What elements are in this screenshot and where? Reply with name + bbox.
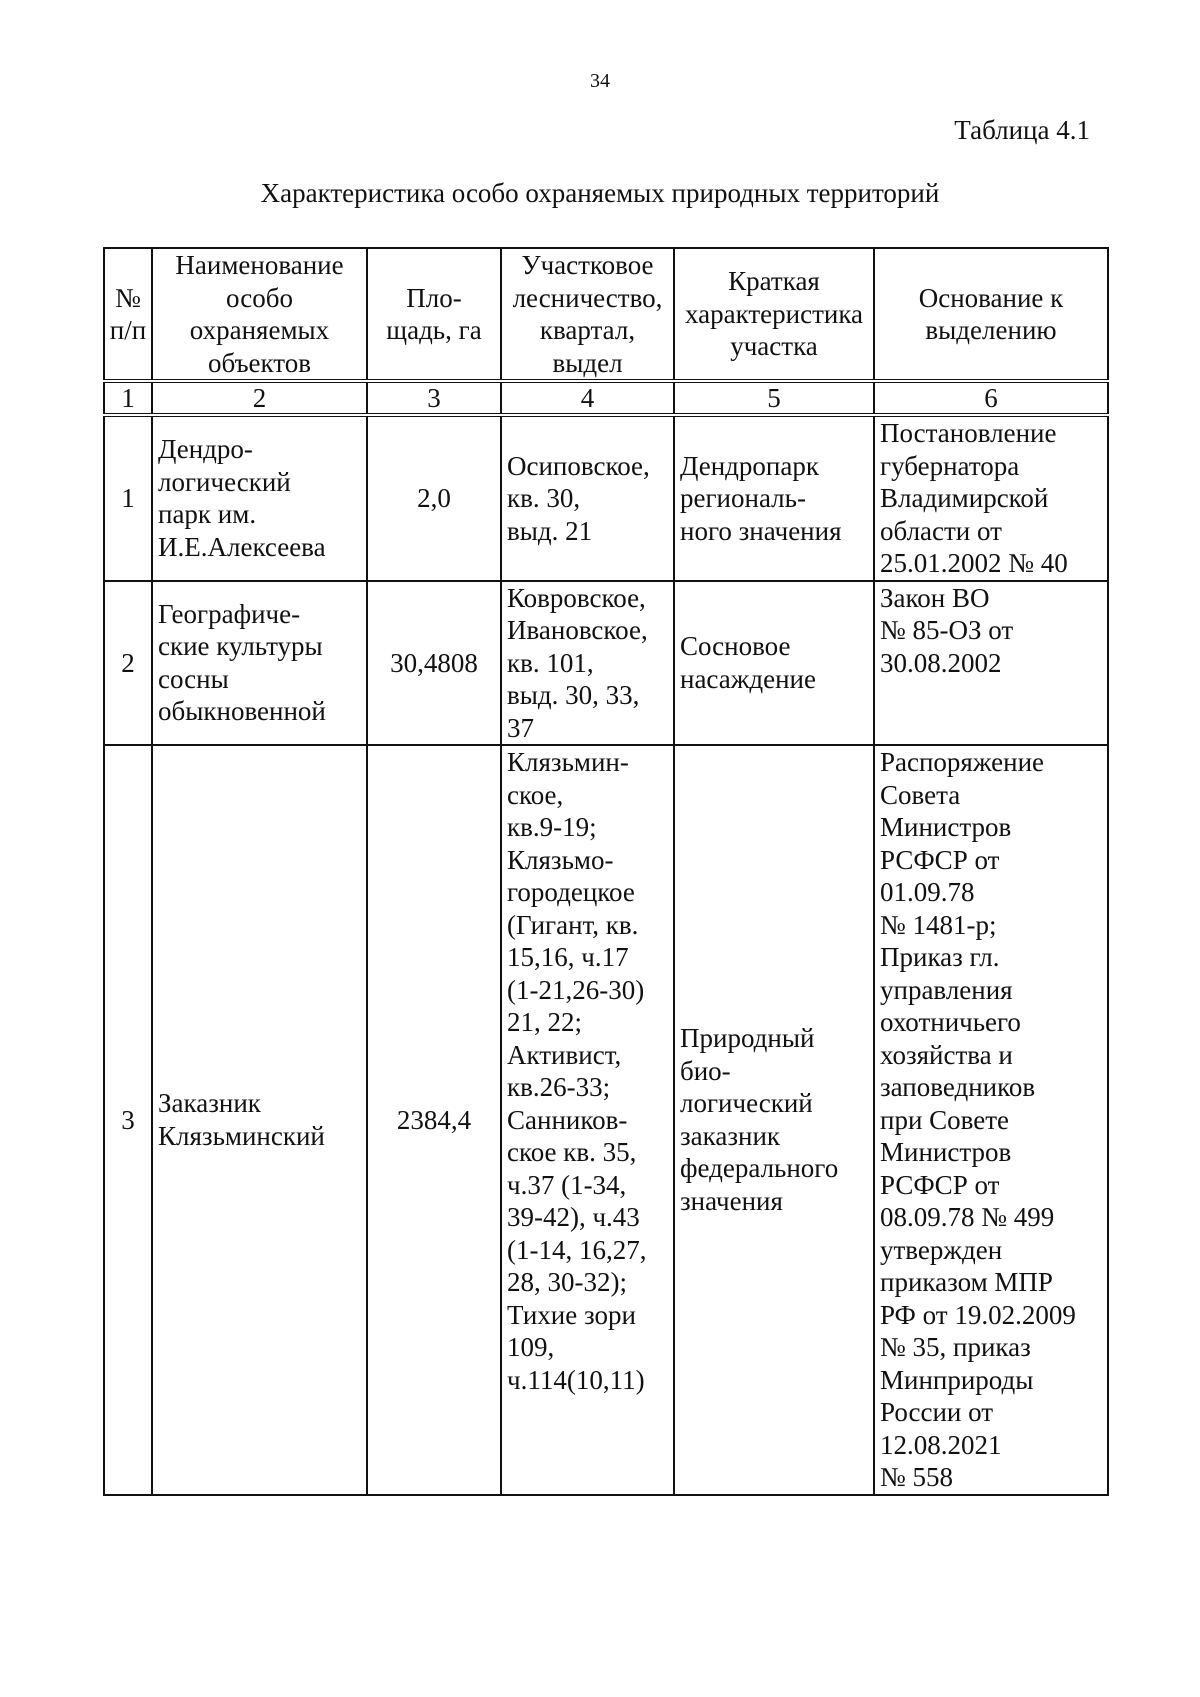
cell-line: утвержден — [880, 1234, 1003, 1265]
cell-line: ч.37 (1-34, — [507, 1169, 627, 1200]
cell-line: сосны — [158, 663, 229, 694]
column-number: 4 — [501, 381, 674, 415]
page-number: 34 — [590, 70, 610, 92]
cell-line: 109, — [507, 1332, 555, 1362]
cell-line: п/п — [109, 315, 147, 345]
table-row — [104, 581, 1108, 746]
cell-line: хозяйства и — [880, 1039, 1013, 1070]
cell-line: значения — [680, 1185, 783, 1216]
cell-line: № — [115, 282, 141, 313]
column-number: 1 — [104, 381, 152, 415]
cell-line: заповедников — [880, 1072, 1036, 1102]
cell-line: губернатора — [880, 450, 1020, 481]
cell-line: ское, — [507, 779, 564, 810]
cell-line: логический — [158, 466, 291, 497]
cell-line: ного значения — [680, 515, 842, 546]
cell-line: 08.09.78 № 499 — [880, 1202, 1055, 1232]
cell-line: парк им. — [158, 499, 257, 530]
cell-line: лесничество, — [512, 282, 663, 313]
table-title: Характеристика особо охраняемых природных территорий — [260, 178, 940, 208]
cell-line: Тихие зори — [507, 1299, 636, 1330]
cell-line: области от — [880, 515, 1002, 546]
cell-line: (1-14, 16,27, — [507, 1234, 647, 1265]
cell-line: Участковое — [521, 250, 654, 280]
cell-line: Минприроды — [880, 1364, 1034, 1395]
cell-line: Совета — [880, 779, 961, 810]
column-number: 5 — [674, 381, 874, 415]
cell-line: Основание к — [918, 282, 1064, 313]
cell-line: России от — [880, 1397, 994, 1427]
object-name — [152, 415, 367, 581]
cell-line: 39-42), ч.43 — [507, 1202, 640, 1232]
row-number: 1 — [104, 415, 152, 581]
protected-areas-table — [103, 247, 1109, 1496]
column-number: 3 — [367, 381, 501, 415]
cell-line: № 1481-р; — [880, 909, 997, 940]
cell-line: 01.09.78 — [880, 877, 975, 907]
cell-line: характеристика — [684, 298, 864, 329]
table-row — [104, 745, 1108, 1495]
cell-line: охраняемых — [189, 315, 330, 345]
cell-line: № 558 — [880, 1462, 954, 1492]
cell-line: Министров — [880, 1137, 1012, 1167]
cell-line: Природный — [680, 1023, 815, 1054]
cell-line: Закон ВО — [880, 582, 990, 613]
forestry-location — [501, 581, 674, 746]
cell-line: № 85-ОЗ от — [880, 615, 1014, 645]
table-label: Таблица 4.1 — [954, 115, 1090, 145]
area-description — [674, 581, 874, 746]
cell-line: участка — [730, 331, 818, 362]
forestry-location — [501, 415, 674, 581]
cell-line: заказник — [680, 1120, 781, 1151]
cell-line: Постановление — [880, 418, 1057, 448]
cell-line: Клязьминский — [158, 1120, 325, 1151]
cell-line: (Гигант, кв. — [507, 909, 639, 940]
header-description — [674, 248, 874, 381]
cell-line: ские культуры — [158, 631, 323, 662]
cell-line: Географиче- — [158, 598, 301, 629]
cell-line: объектов — [208, 347, 311, 378]
cell-line: 25.01.2002 № 40 — [880, 548, 1068, 578]
cell-line: Министров — [880, 812, 1012, 842]
cell-line: (1-21,26-30) — [507, 974, 645, 1005]
cell-line: приказом МПР — [880, 1267, 1053, 1297]
header-name — [152, 248, 367, 381]
cell-line: выд. 21 — [507, 515, 593, 546]
area-description — [674, 415, 874, 581]
designation-basis — [874, 415, 1108, 581]
row-number: 3 — [104, 745, 152, 1495]
header-number — [104, 248, 152, 381]
cell-line: Владимирской — [880, 483, 1049, 513]
cell-line: 30.08.2002 — [880, 647, 1002, 678]
cell-line: РСФСР от — [880, 1169, 1000, 1200]
header-forestry — [501, 248, 674, 381]
column-number: 2 — [152, 381, 367, 415]
cell-line: кв.9-19; — [507, 812, 597, 842]
cell-line: 28, 30-32); — [507, 1267, 627, 1297]
table-header-row — [104, 248, 1108, 381]
cell-line: Ивановское, — [507, 615, 648, 645]
forestry-location — [501, 745, 674, 1495]
object-name — [152, 581, 367, 746]
cell-line: РФ от 19.02.2009 — [880, 1299, 1076, 1330]
cell-line: Дендропарк — [680, 450, 819, 481]
column-number-row — [104, 381, 1108, 415]
cell-line: щадь, га — [386, 315, 482, 345]
cell-line: Распоряжение — [880, 747, 1045, 777]
cell-line: квартал, — [539, 315, 636, 345]
cell-line: обыкновенной — [158, 696, 326, 727]
cell-line: кв. 101, — [507, 647, 594, 678]
cell-line: ское кв. 35, — [507, 1137, 637, 1167]
cell-line: Дендро- — [158, 434, 253, 465]
area-value: 30,4808 — [367, 581, 501, 746]
table-row — [104, 415, 1108, 581]
column-number: 6 — [874, 381, 1108, 415]
cell-line: логический — [680, 1088, 813, 1119]
cell-line: городецкое — [507, 877, 635, 907]
cell-line: Приказ гл. — [880, 942, 1000, 972]
cell-line: при Совете — [880, 1104, 1010, 1135]
cell-line: № 35, приказ — [880, 1332, 1031, 1362]
area-value: 2384,4 — [367, 745, 501, 1495]
header-area — [367, 248, 501, 381]
cell-line: 12.08.2021 — [880, 1429, 1002, 1460]
cell-line: особо — [226, 282, 293, 313]
cell-line: РСФСР от — [880, 844, 1000, 875]
cell-line: Санников- — [507, 1104, 628, 1135]
cell-line: 37 — [507, 712, 534, 743]
cell-line: Клязьмин- — [507, 747, 629, 777]
cell-line: Пло- — [406, 282, 462, 313]
header-basis — [874, 248, 1108, 381]
cell-line: Ковровское, — [507, 582, 646, 613]
cell-line: федерального — [680, 1153, 839, 1184]
row-number: 2 — [104, 581, 152, 746]
cell-line: Сосновое — [680, 631, 791, 662]
cell-line: Осиповское, — [507, 450, 650, 481]
cell-line: насаждение — [680, 663, 816, 694]
cell-line: Активист, — [507, 1039, 622, 1070]
cell-line: И.Е.Алексеева — [158, 531, 326, 562]
cell-line: кв.26-33; — [507, 1072, 611, 1102]
designation-basis — [874, 581, 1108, 746]
cell-line: охотничьего — [880, 1007, 1021, 1037]
cell-line: Заказник — [158, 1088, 261, 1119]
area-value: 2,0 — [367, 415, 501, 581]
area-description — [674, 745, 874, 1495]
cell-line: Краткая — [728, 266, 820, 297]
cell-line: выд. 30, 33, — [507, 680, 640, 710]
cell-line: управления — [880, 974, 1013, 1005]
cell-line: 21, 22; — [507, 1007, 583, 1037]
cell-line: био- — [680, 1055, 731, 1086]
cell-line: Наименование — [175, 250, 344, 280]
cell-line: Клязьмо- — [507, 844, 614, 875]
cell-line: выделению — [925, 315, 1057, 345]
cell-line: кв. 30, — [507, 483, 581, 513]
object-name — [152, 745, 367, 1495]
cell-line: выдел — [552, 347, 623, 378]
cell-line: региональ- — [680, 483, 806, 513]
designation-basis — [874, 745, 1108, 1495]
cell-line: 15,16, ч.17 — [507, 942, 629, 972]
cell-line: ч.114(10,11) — [507, 1364, 645, 1395]
